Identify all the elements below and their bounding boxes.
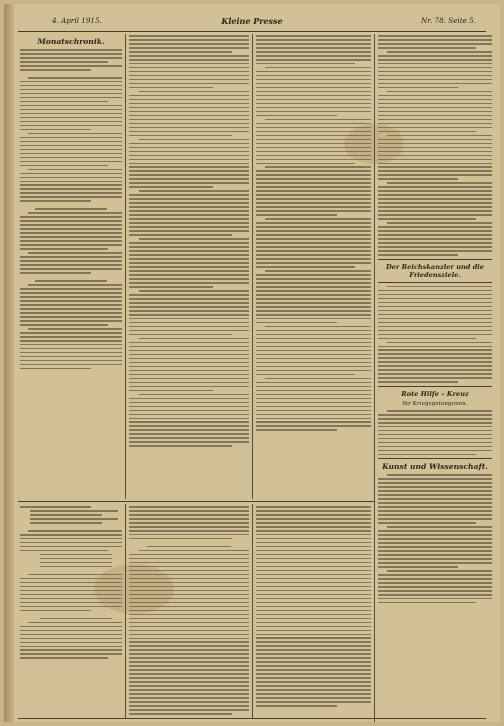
page-binding-edge [4,4,14,722]
page-number: Nr. 78. Seite 5. [421,16,476,25]
newspaper-page [4,4,500,722]
feuilleton-rule [18,501,374,502]
article-column-4 [378,35,492,721]
header-rule [18,31,486,32]
column-divider [374,34,375,722]
article-column-3 [256,35,371,499]
column-divider [125,504,126,719]
article-subheading: für Kriegsgefangenen. [402,400,468,407]
newspaper-title: Kleine Presse [221,16,283,26]
column-divider [252,504,253,719]
article-column-1 [20,35,122,499]
page-header [4,16,500,30]
column-divider [125,34,126,499]
issue-date: 4. April 1915. [52,16,102,25]
article-heading: Der Reichskanzler und die Friedensziele. [385,262,485,279]
article-column-2 [129,35,249,499]
feuilleton-column-3 [256,506,371,718]
feuilleton-column-2 [129,506,249,718]
feuilleton-column-1 [20,506,122,718]
column-divider [252,34,253,499]
footer-rule [18,718,486,719]
article-heading: Monatschronik. [37,37,105,46]
article-heading: Kunst und Wissenschaft. [382,462,488,472]
article-heading: Rote Hilfe – Kreuz [401,389,469,398]
